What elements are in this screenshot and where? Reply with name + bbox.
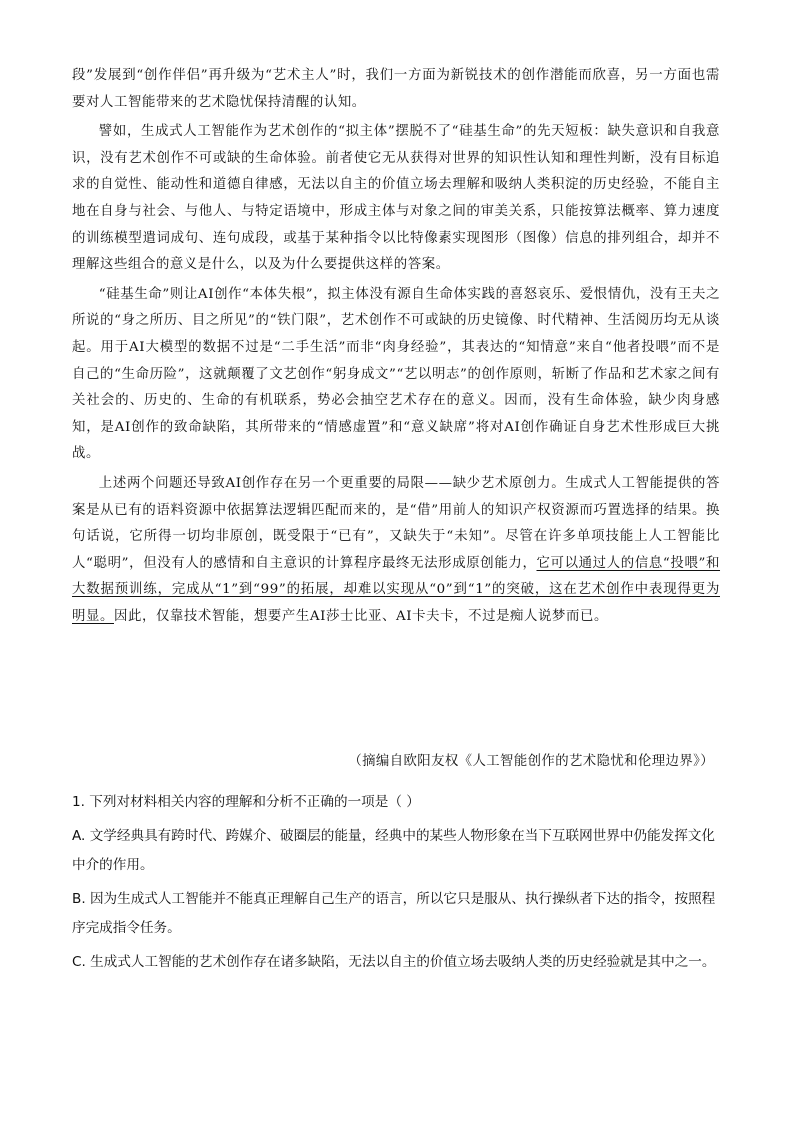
paragraph-4-text-b: 因此，仅靠技术智能，想要产生AI莎士比亚、AI卡夫卡，不过是痴人说梦而已。 (113, 608, 608, 624)
option-c: C. 生成式人工智能的艺术创作存在诸多缺陷，无法以自主的价值立场去吸纳人类的历史经验就是其中之一。 (72, 954, 716, 970)
source-citation: （摘编自欧阳友权《人工智能创作的艺术隐忧和伦理边界》） (348, 754, 714, 769)
passage-paragraph-4 (72, 471, 720, 631)
option-b: B. 因为生成式人工智能并不能真正理解自己生产的语言，所以它只是服从、执行操纵者下达的指令，按照程序完成指令任务。 (72, 891, 716, 936)
passage-paragraph-3: “硅基生命”则让AI创作“本体失根”，拟主体没有源自生命体实践的喜怒哀乐、爱恨情仇，没有王夫之所说的“身之所历、目之所见”的“铁门限”，艺术创作不可或缺的历史镜像、时代精神、生活阅历均无从谈起。用于AI大模型的数据不过是“二手生活”而非“肉身经验”，其表达的“知情意”来自“他者投喂”而不是自己的“生命历险”，这就颠覆了文艺创作“躬身成文”“艺以明志”的创作原则，斩断了作品和艺术家之间有关社会的、历史的、生命的有机联系，势必会抽空艺术存在的意义。因而，没有生命体验，缺少肉身感知，是AI创作的致命缺陷，其所带来的“情感虚置”和“意义缺席”将对AI创作确证自身艺术性形成巨大挑战。 (72, 286, 720, 462)
paragraph-4-text-a: 上述两个问题还导致AI创作存在另一个更重要的局限——缺少艺术原创力。生成式人工智能提供的答案是从已有的语料资源中依据算法逻辑匹配而来的，是“借”用前人的知识产权资源而巧置选择的结果。换句话说，它所得一切均非原创，既受限于“已有”，又缺失于“未知”。尽管在许多单项技能上人工智能比人“聪明”，但没有人的感情和自主意识的计算程序最终无法形成原创能力， (72, 475, 720, 571)
underlined-sentence: 它可以通过人的信息“投喂”和大数据预训练，完成从“1”到“99”的拓展，却难以实现从“0”到“1”的突破，这在艺术创作中表现得更为明显。 (72, 555, 721, 624)
passage-paragraph-2: 譬如，生成式人工智能作为艺术创作的“拟主体”摆脱不了“硅基生命”的先天短板：缺失意识和自我意识，没有艺术创作不可或缺的生命体验。前者使它无从获得对世界的知识性认知和理性判断，没有目标追求的自觉性、能动性和道德自律感，无法以自主的价值立场去理解和吸纳人类积淀的历史经验，不能自主地在自身与社会、与他人、与特定语境中，形成主体与对象之间的审美关系，只能按算法概率、算力速度的训练模型遣词成句、连句成段，或基于某种指令以比特像素实现图形（图像）信息的排列组合，却并不理解这些组合的意义是什么，以及为什么要提供这样的答案。 (72, 124, 720, 273)
passage-paragraph-1: 段”发展到“创作伴侣”再升级为“艺术主人”时，我们一方面为新锐技术的创作潜能而欣喜，另一方面也需要对人工智能带来的艺术隐忧保持清醒的认知。 (72, 68, 720, 110)
question-stem: 1. 下列对材料相关内容的理解和分析不正确的一项是（ ） (72, 794, 420, 810)
question-1 (72, 788, 720, 982)
passage (72, 63, 720, 633)
option-a: A. 文学经典具有跨时代、跨媒介、破圈层的能量，经典中的某些人物形象在当下互联网世界中仍能发挥文化中介的作用。 (72, 828, 716, 873)
